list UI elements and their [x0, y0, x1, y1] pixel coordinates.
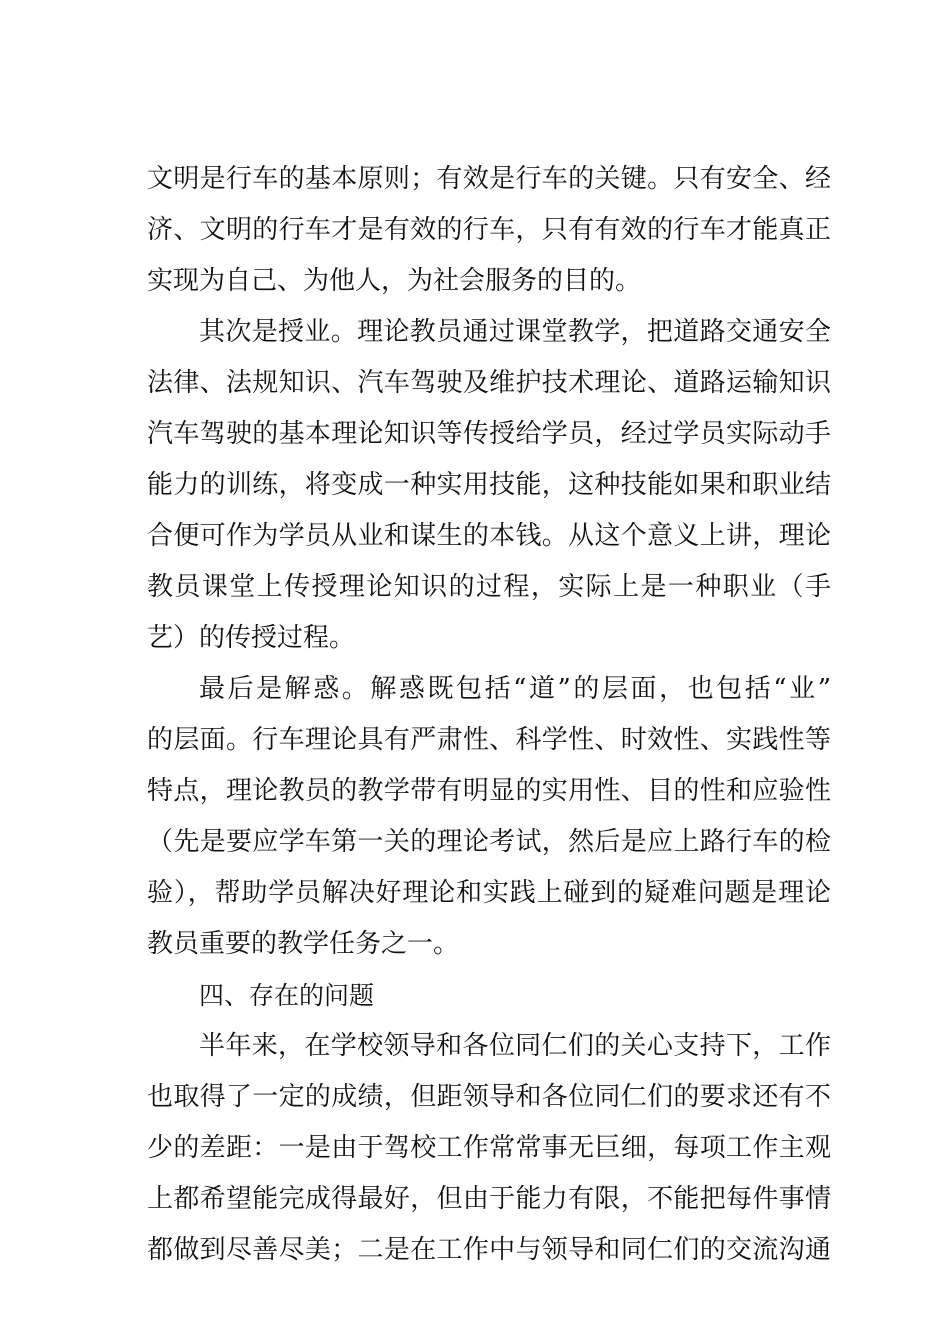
- paragraph-start-line: 最后是解惑。解惑既包括“道”的层面，也包括“业”: [199, 674, 831, 704]
- text-line: 合便可作为学员从业和谋生的本钱。从这个意义上讲，理论: [147, 521, 831, 551]
- text-line: 也取得了一定的成绩，但距领导和各位同仁们的要求还有不: [147, 1082, 831, 1112]
- text-line: 文明是行车的基本原则；有效是行车的关键。只有安全、经: [147, 164, 831, 194]
- text-line: 教员课堂上传授理论知识的过程，实际上是一种职业（手: [147, 572, 831, 602]
- text-line: （先是要应学车第一关的理论考试，然后是应上路行车的检: [147, 827, 831, 857]
- text-line: 汽车驾驶的基本理论知识等传授给学员，经过学员实际动手: [147, 419, 831, 449]
- text-line: 特点，理论教员的教学带有明显的实用性、目的性和应验性: [147, 776, 831, 806]
- text-line: 法律、法规知识、汽车驾驶及维护技术理论、道路运输知识: [147, 368, 831, 398]
- text-line: 的层面。行车理论具有严肃性、科学性、时效性、实践性等: [147, 725, 831, 755]
- paragraph-start-line: 其次是授业。理论教员通过课堂教学，把道路交通安全: [199, 317, 831, 347]
- text-line: 少的差距：一是由于驾校工作常常事无巨细，每项工作主观: [147, 1133, 831, 1163]
- text-line: 上都希望能完成得最好，但由于能力有限，不能把每件事情: [147, 1184, 831, 1214]
- paragraph-start-line: 半年来，在学校领导和各位同仁们的关心支持下，工作: [199, 1031, 831, 1061]
- text-line: 实现为自己、为他人，为社会服务的目的。: [147, 266, 642, 296]
- section-heading: 四、存在的问题: [199, 981, 375, 1010]
- text-line: 教员重要的教学任务之一。: [147, 929, 460, 959]
- text-line: 济、文明的行车才是有效的行车，只有有效的行车才能真正: [147, 215, 831, 245]
- text-line: 都做到尽善尽美；二是在工作中与领导和同仁们的交流沟通: [147, 1235, 831, 1265]
- text-line: 验），帮助学员解决好理论和实践上碰到的疑难问题是理论: [147, 878, 831, 908]
- document-body: [147, 154, 831, 1276]
- text-line: 能力的训练，将变成一种实用技能，这种技能如果和职业结: [147, 470, 831, 500]
- text-line: 艺）的传授过程。: [147, 623, 356, 653]
